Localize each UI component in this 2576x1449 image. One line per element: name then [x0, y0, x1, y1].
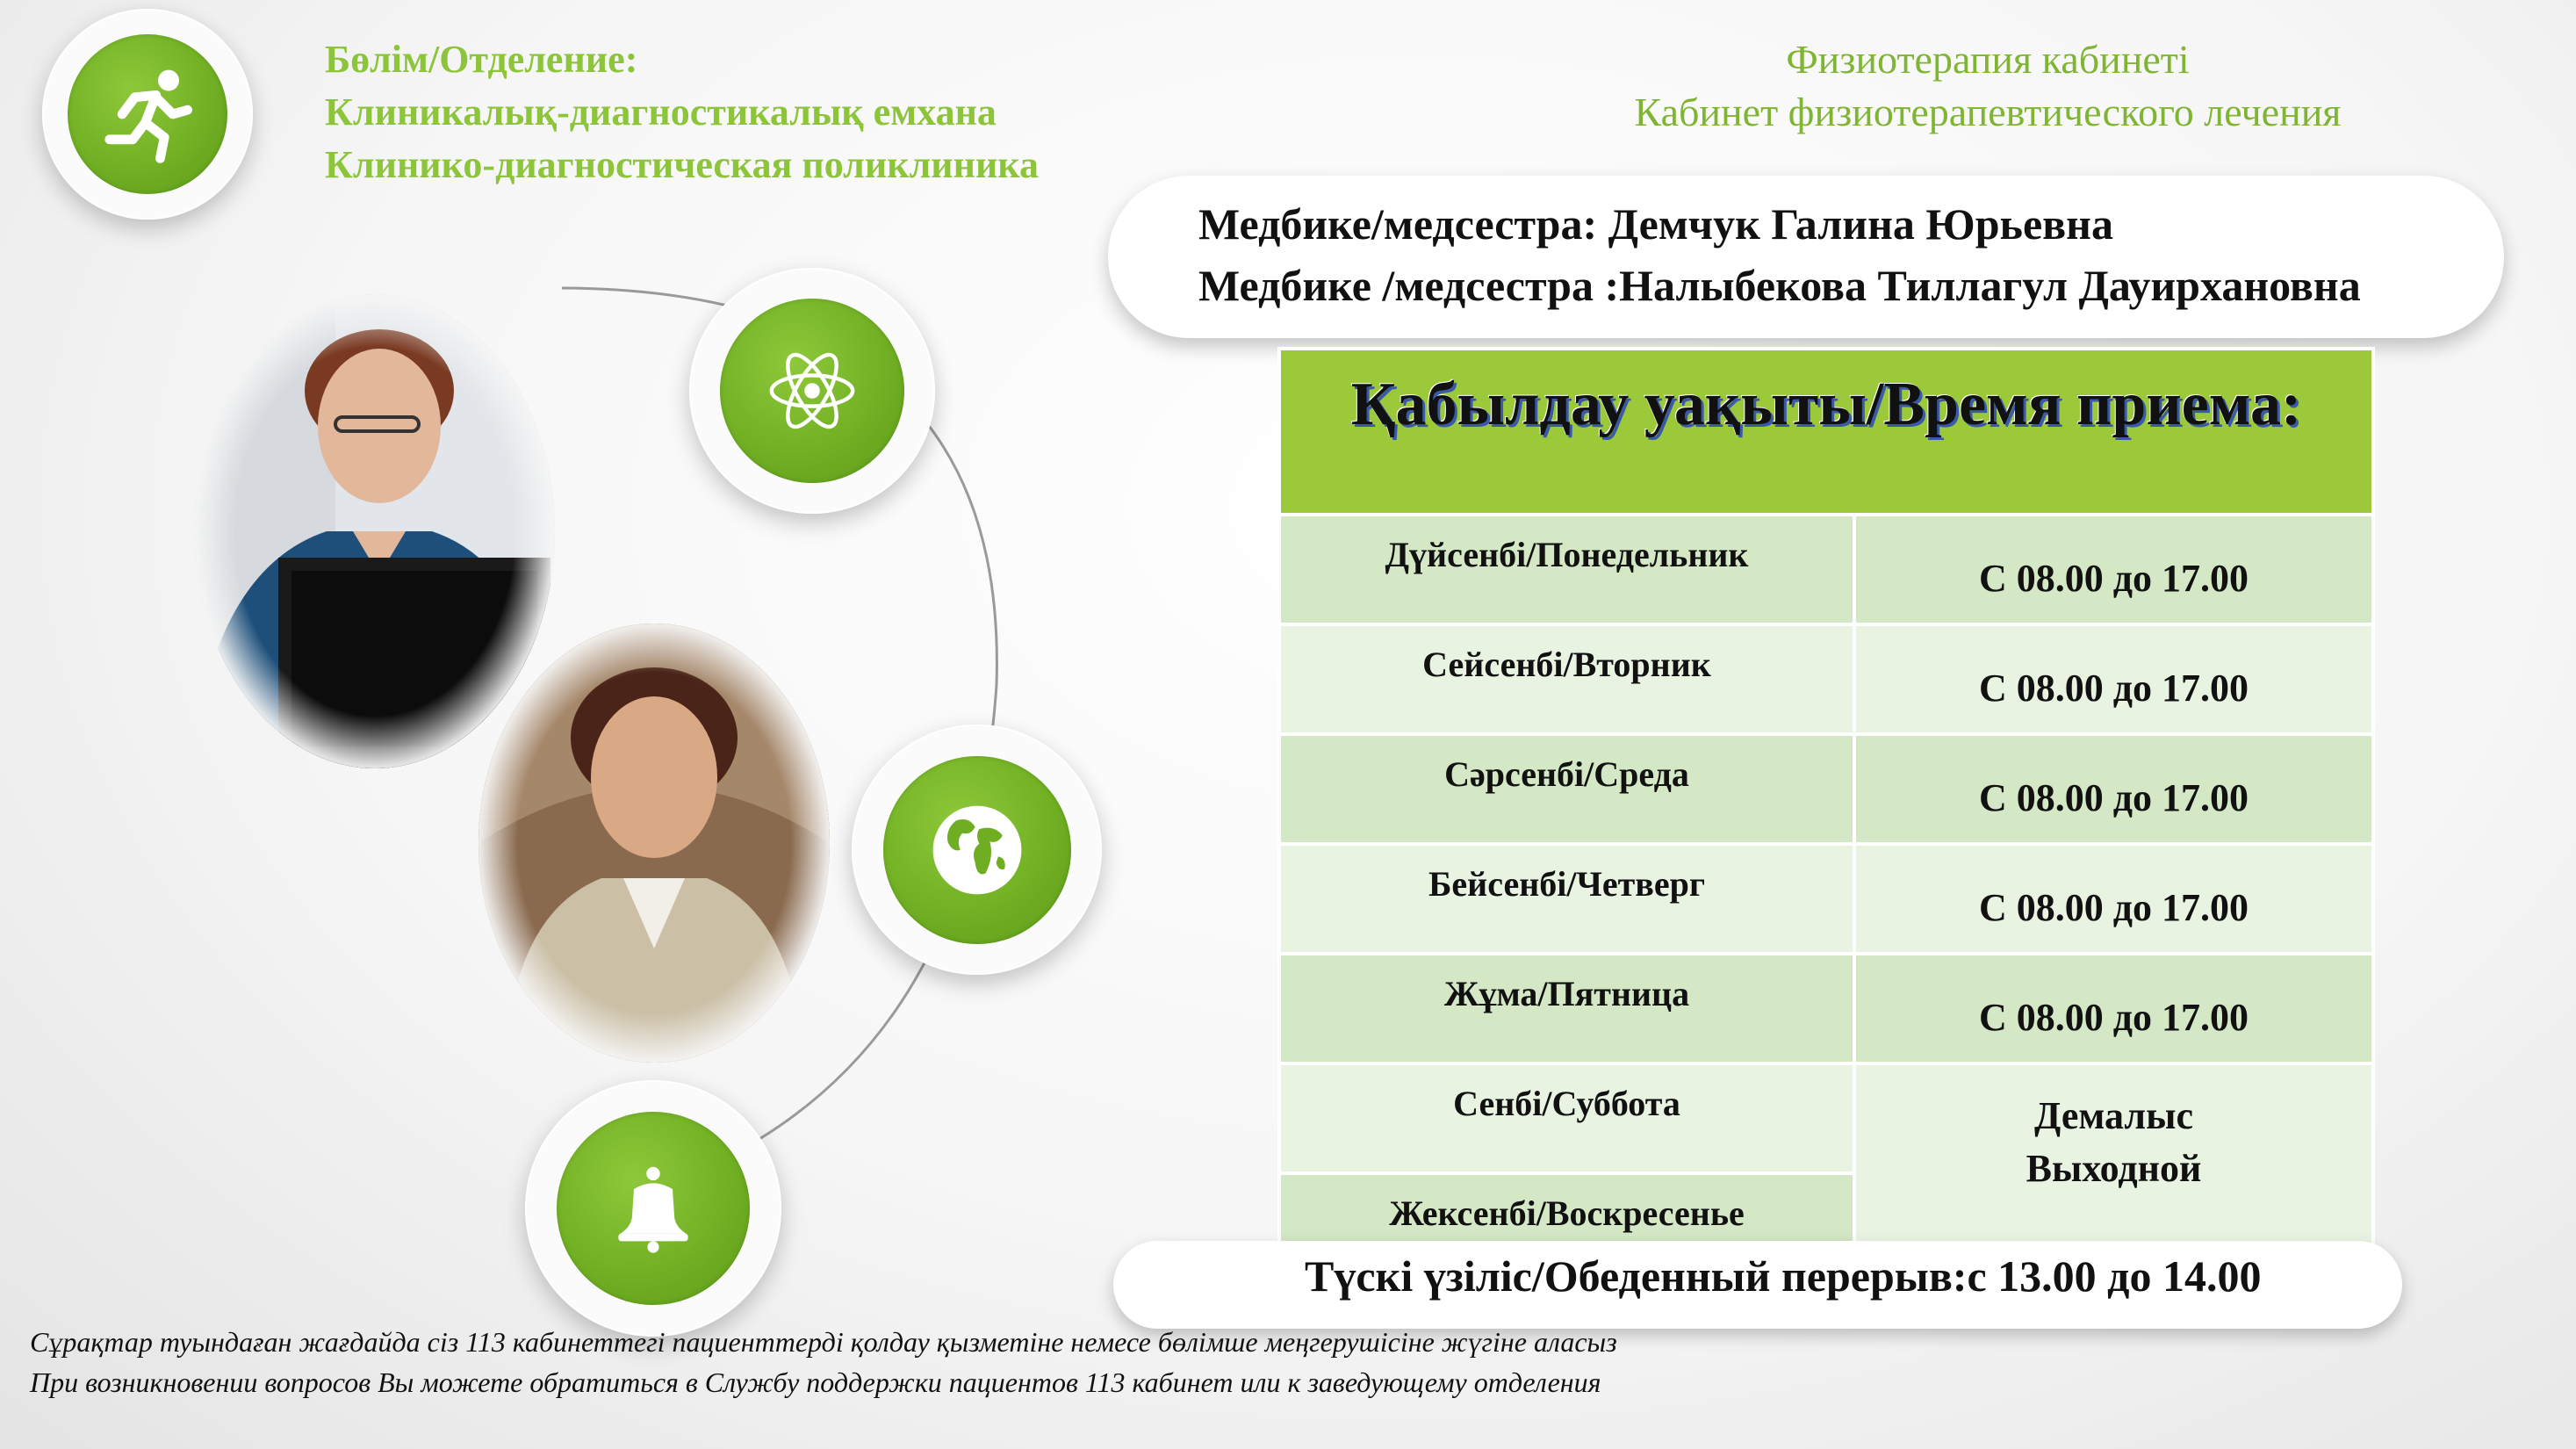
- footer-line-ru: При возникновении вопросов Вы можете обратиться в Службу поддержки пациентов 113 кабинет или к заведующему отделения: [30, 1366, 1601, 1398]
- bell-badge: [525, 1080, 781, 1337]
- bell-icon: [605, 1160, 702, 1257]
- schedule-row: [1279, 515, 2373, 624]
- department-block: [325, 33, 1039, 191]
- running-badge: [42, 9, 253, 220]
- day-cell: Жұма/Пятница: [1279, 954, 1854, 1063]
- department-name-kz: Клиникалық-диагностикалық емхана: [325, 90, 997, 133]
- photo-vignette-1: [195, 294, 555, 768]
- day-cell-saturday: Сенбі/Суббота: [1279, 1063, 1854, 1173]
- globe-badge: [852, 724, 1102, 975]
- day-cell: Дүйсенбі/Понедельник: [1279, 515, 1854, 624]
- cabinet-title: [1505, 33, 2471, 139]
- nurse-names: [1198, 193, 2361, 316]
- lunch-break: Түскі үзіліс/Обеденный перерыв:с 13.00 до 14.00: [1305, 1251, 2262, 1301]
- day-cell: Сейсенбі/Вторник: [1279, 624, 1854, 734]
- nurse-line-2: Медбике /медсестра :Налыбекова Тиллагул Дауирхановна: [1198, 261, 2361, 310]
- schedule-row: [1279, 734, 2373, 844]
- running-person-icon: [95, 61, 200, 167]
- department-name-ru: Клинико-диагностическая поликлиника: [325, 143, 1039, 186]
- time-cell: С 08.00 до 17.00: [1854, 515, 2373, 624]
- cabinet-name-ru: Кабинет физиотерапевтического лечения: [1634, 90, 2342, 134]
- schedule-row: [1279, 844, 2373, 954]
- atom-badge: [689, 268, 935, 514]
- cabinet-name-kz: Физиотерапия кабинеті: [1786, 37, 2190, 82]
- time-cell: С 08.00 до 17.00: [1854, 734, 2373, 844]
- department-label: Бөлім/Отделение:: [325, 38, 638, 81]
- globe-icon: [925, 797, 1030, 903]
- time-cell: С 08.00 до 17.00: [1854, 624, 2373, 734]
- day-cell-sunday: Жексенбі/Воскресенье: [1279, 1173, 1854, 1276]
- weekend-status-ru: Выходной: [2026, 1147, 2202, 1190]
- footer-line-kz: Сұрақтар туындаған жағдайда сіз 113 кабинеттегі пациенттерді қолдау қызметіне немесе бөлімше меңгерушісіне жүгіне аласыз: [30, 1326, 1617, 1358]
- schedule-row: [1279, 624, 2373, 734]
- day-cell: Сәрсенбі/Среда: [1279, 734, 1854, 844]
- photo-vignette-2: [479, 624, 830, 1063]
- day-cell: Бейсенбі/Четверг: [1279, 844, 1854, 954]
- time-cell: С 08.00 до 17.00: [1854, 954, 2373, 1063]
- atom-icon: [764, 342, 860, 439]
- schedule-row: [1279, 1063, 2373, 1173]
- weekend-status-kz: Демалыс: [2034, 1094, 2193, 1137]
- nurse-line-1: Медбике/медсестра: Демчук Галина Юрьевна: [1198, 199, 2113, 249]
- time-cell: С 08.00 до 17.00: [1854, 844, 2373, 954]
- schedule-row: [1279, 954, 2373, 1063]
- schedule-heading: Қабылдау уақыты/Время приема:: [1279, 349, 2373, 515]
- schedule-table: [1277, 347, 2375, 1278]
- footer-note: [30, 1322, 1617, 1402]
